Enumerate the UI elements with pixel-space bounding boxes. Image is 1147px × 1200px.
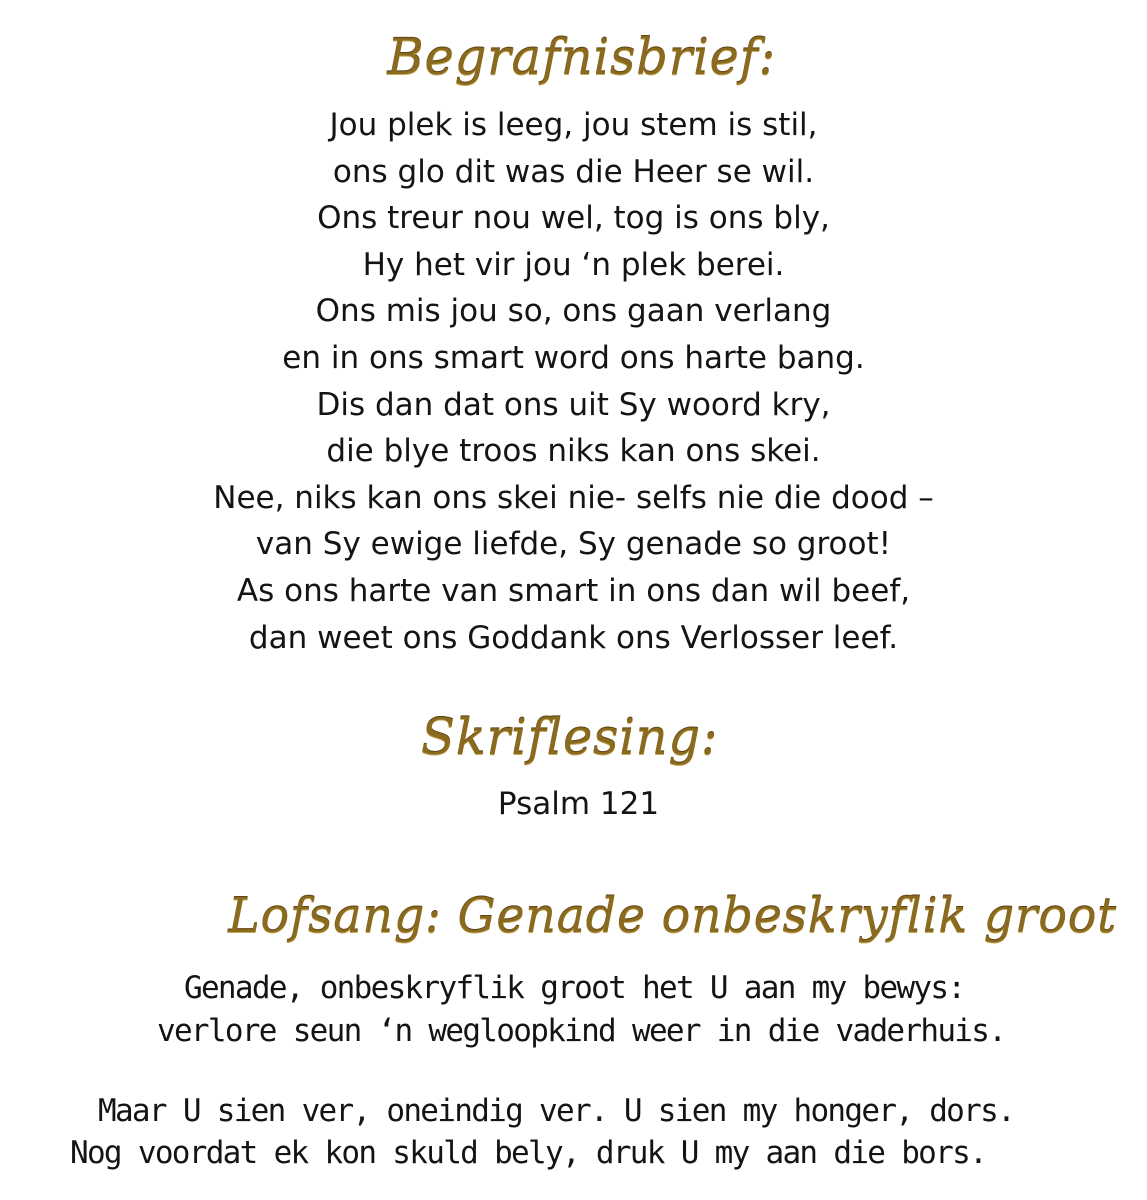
heading-begrafnisbrief: Begrafnisbrief:	[387, 28, 776, 86]
poem-line: en in ons smart word ons harte bang.	[282, 339, 865, 376]
heading-skriflesing: Skriflesing:	[420, 708, 719, 766]
hymn-line: Genade, onbeskryflik groot het U aan my bewys:	[184, 970, 965, 1006]
heading-lofsang: Lofsang: Genade onbeskryflik groot	[228, 888, 1117, 944]
poem-line: van Sy ewige liefde, Sy genade so groot!	[255, 526, 892, 563]
hymn-line: Maar U sien ver, oneindig ver. U sien my honger, dors.	[98, 1093, 1015, 1129]
funeral-letter-poem	[0, 102, 1147, 661]
poem-line: die blye troos niks kan ons skei.	[326, 433, 821, 470]
poem-line: As ons harte van smart in ons dan wil beef,	[236, 572, 911, 609]
poem-line: Nee, niks kan ons skei nie- selfs nie die dood –	[213, 479, 934, 516]
poem-line: Dis dan dat ons uit Sy woord kry,	[316, 386, 831, 423]
scripture-reading: Psalm 121	[497, 786, 660, 822]
hymn-line: verlore seun ‘n wegloopkind weer in die vaderhuis.	[157, 1013, 1006, 1049]
hymn-line: Nog voordat ek kon skuld bely, druk U my aan die bors.	[70, 1135, 987, 1171]
poem-line: Jou plek is leeg, jou stem is stil,	[329, 107, 818, 143]
poem-line: Hy het vir jou ‘n plek berei.	[362, 246, 785, 283]
poem-line: ons glo dit was die Heer se wil.	[332, 153, 815, 190]
poem-line: Ons treur nou wel, tog is ons bly,	[317, 200, 830, 237]
poem-line: Ons mis jou so, ons gaan verlang	[315, 293, 832, 330]
poem-line: dan weet ons Goddank ons Verlosser leef.	[248, 619, 899, 656]
